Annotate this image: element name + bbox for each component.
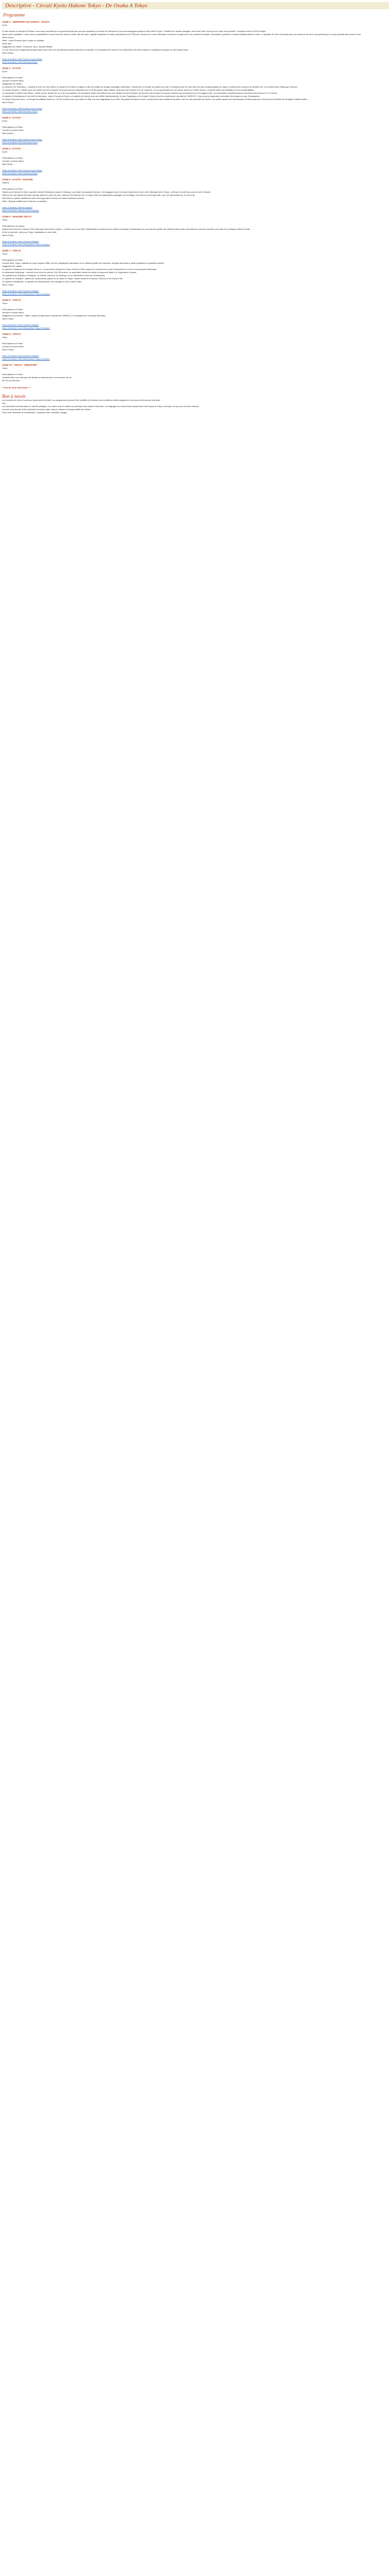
day-title: JOUR 8 : TOKYO <box>2 299 21 301</box>
day-paragraph: Le sanctuaire Meiji-jingu : entouré d'une forêt de plus de 100 000 arbres, ce sanctuaire shinto est dédié à l'empereur Meiji et à l'impératrice Shoken. <box>2 271 137 274</box>
hotel-link[interactable]: Hotel (3 étoiles): Hotel Gracery Kyoto Sanjo <box>2 169 42 172</box>
day-section <box>2 178 389 212</box>
day-paragraph: Petit-déjeuner à l'hôtel. <box>2 373 23 376</box>
hotel-link[interactable]: Hotel (3 étoiles): Hotel Gracery Shinjuku <box>2 324 39 326</box>
day-paragraph: Journée et soirée libres. <box>2 311 24 314</box>
closing-paragraph: Pour toute demande de modification, contactez votre conseiller voyage. <box>2 411 68 414</box>
day-paragraph: Départ pour Hakone en train à grande vitesse Shinkansen jusqu'à Odawara, puis train local jusqu'à Hakone. Les bagages seront envoyés séparément vers votre hébergement à Tokyo ; prévoyez un petit sac pour la nuit à Hakone. <box>2 191 211 193</box>
day-paragraph: Dîner libre. <box>2 42 12 45</box>
day-paragraph: Petit-déjeuner à l'hôtel. <box>2 188 23 190</box>
day-paragraph: Nuit à Tokyo. <box>2 234 14 236</box>
day-paragraph: Les quartiers de Shibuya et Harajuku : le célèbre carrefour de Shibuya, la rue Takeshita et l'avenue Omotesando. <box>2 274 106 277</box>
day-paragraph: Le quartier d'Arashiyama et sa forêt de bambous : situé à l'ouest de Kyoto, ce quartier est réputé pour sa célèbre bambouseraie, le pont Togetsukyo et le temple Tenryu-ji inscrit au patrimoine mondial de l'UNESCO. Vous pourrez également rencontrer les singes du parc d'Iwatayama. <box>2 95 260 97</box>
hotel-link[interactable]: Hotel (3 étoiles): Hotel Gracery Kyoto Sanjo <box>2 107 42 110</box>
day-paragraph: Le quartier de Shinjuku : gratte-ciel, observatoire gratuit de la mairie de Tokyo, ruelles animées d'Omoide Yokocho et de Golden Gai. <box>2 277 123 280</box>
day-paragraph: Le sanctuaire Fushimi Inari Taisha : dédié à Inari, divinité du riz et de la prospérité, ce sanctuaire shinto est célèbre pour ses milliers de torii vermillon qui forment des tunnels le long des chemins qui serpentent sur la montagne Inari. La promenade complète jusqu'au sommet prend environ 2 à 3 heures. <box>2 92 278 94</box>
day-paragraph: Nuit à Kyoto. <box>2 101 14 104</box>
day-section <box>2 67 389 113</box>
hotel-link[interactable]: Hotel (4 étoiles): Hotel Metropolitan Tokyo Ikebukuro <box>2 327 50 329</box>
hotel-link[interactable]: Hotel (3 étoiles): Hotel Gracery Shinjuku <box>2 240 39 243</box>
hotel-link[interactable]: Hotel (4 étoiles): Hotel Monterey Kyoto <box>2 61 38 63</box>
hotel-link[interactable]: Hotel (4 étoiles): Hotel Metropolitan Tokyo Ikebukuro <box>2 358 50 360</box>
closing-paragraph: Les transferts sont effectués en navette partagée. Les trains sont en classe économique avec places réservées. Les bagages sont acheminés séparément entre Kyoto et Tokyo, prévoyez un sac pour la nuit à Hakone. <box>2 405 200 408</box>
day-title: JOUR 2 : KYOTO <box>2 67 21 70</box>
day-paragraph: Suggestion d'excursion : Nikko, classé au patrimoine mondial de l'UNESCO, ou Kamakura et son grand Bouddha. <box>2 314 106 317</box>
day-title: JOUR 7 : TOKYO <box>2 249 21 252</box>
day-paragraph: Le soir, découvrez la gastronomie japonaise dans l'une des nombreuses petites adresses du quartier. Il est possible de réserver une expérience de dîner kaiseki en supplément auprès de votre agent local. <box>2 48 189 51</box>
day-paragraph: Petit-déjeuner à l'hôtel. <box>2 259 23 261</box>
closing-paragraph: Les prix sont donnés à titre indicatif et peuvent varier selon la saison et la disponibilité des hôtels. <box>2 408 91 411</box>
day-title: JOUR 10 : TOKYO - AÉROPORT <box>2 364 38 366</box>
day-section <box>2 364 389 382</box>
day-paragraph: Nuit à Tokyo. <box>2 283 14 286</box>
day-paragraph: Nuit à Nara. <box>2 163 13 165</box>
days-container <box>2 21 389 382</box>
hotel-link[interactable]: Hotel (3 étoiles): Hotel Gracery Shinjuku <box>2 354 39 357</box>
day-paragraph: Petit-déjeuner à l'hôtel. <box>2 342 23 345</box>
day-paragraph: Transfert libre vers l'aéroport de Narita ou Haneda selon vos horaires de vol. <box>2 376 72 379</box>
day-paragraph: Nuit à Kyoto. <box>2 36 14 39</box>
day-place: Tokyo <box>2 218 8 221</box>
hotel-link[interactable]: Hotel (4 étoiles): Hotel Monterey Kyoto <box>2 141 38 144</box>
hotel-link[interactable]: Hotel (3 étoiles): Hotel Gracery Kyoto Sanjo <box>2 58 42 60</box>
closing-container <box>2 399 389 414</box>
day-title: JOUR 3 : KYOTO <box>2 116 21 119</box>
day-section <box>2 249 389 296</box>
day-title: JOUR 6 : HAKONE TOKYO <box>2 215 31 218</box>
day-paragraph: Nuit à Kyoto. <box>2 132 14 134</box>
day-paragraph: Nuit à Tokyo. <box>2 317 14 320</box>
day-paragraph: Nuit à Kyoto. <box>2 52 14 54</box>
day-paragraph: Petit-déjeuner au ryokan. <box>2 225 25 227</box>
day-paragraph: Journée et soirée libres. <box>2 345 24 348</box>
day-section <box>2 333 389 361</box>
day-title: JOUR 4 : KYOTO <box>2 147 21 150</box>
day-paragraph: Journée et soirée libres. <box>2 79 24 82</box>
day-place: Tokyo <box>2 252 8 255</box>
day-paragraph: Journée et soirée libres. <box>2 129 24 131</box>
closing-paragraph: Info <box>2 402 6 404</box>
day-paragraph: Petit-déjeuner à l'hôtel. <box>2 308 23 311</box>
day-place: Kyoto <box>2 150 8 153</box>
closing-paragraph: Les horaires de vols ne sont pas inclus dans le forfait. Les programmes peuvent être modifiés en fonction des conditions météorologiques et des jours de fermeture des sites. <box>2 399 161 401</box>
day-title: JOUR 5 : KYOTO - HAKONE <box>2 178 33 181</box>
day-paragraph: Fin de nos services. <box>2 379 21 382</box>
day-title: JOUR 1 : AÉROPORT DU KANSAI - OSAKA <box>2 21 50 23</box>
day-place: Kyoto <box>2 24 8 26</box>
day-paragraph: Suggestion de visites : <box>2 265 23 267</box>
programme-title: Programme <box>3 12 25 18</box>
page-banner <box>2 2 389 9</box>
day-paragraph: Suggestion de visites : Pontocho, Gion, marché Nishiki. <box>2 45 53 48</box>
day-paragraph: Le pavillon d'Or Kinkaku-ji : construit à la fin du XIVe siècle, le pavillon d'Or était à l'origine la villa de retraite du shogun Ashikaga Yoshimitsu. Transformé en temple zen après sa mort, il est aujourd'hui l'un des sites les plus emblématiques du Japon, entièrement recouvert de feuilles d'or, il se reflète dans l'étang qui l'entoure. <box>2 86 298 88</box>
day-place: Tokyo <box>2 367 8 369</box>
day-paragraph: Petit-déjeuner à l'hôtel. <box>2 157 23 159</box>
day-section <box>2 147 389 175</box>
end-of-services: ***FIN DE NOS SERVICES *** <box>2 386 30 389</box>
day-paragraph: Petit-déjeuner à l'hôtel. <box>2 126 23 128</box>
day-place: Hakone <box>2 181 9 184</box>
day-paragraph: Le quartier d'Asakusa et le temple Senso-ji : le plus ancien temple de Tokyo, fondé en 628, auquel on accède par la porte Kaminarimon et la rue commerçante Nakamise. <box>2 268 157 270</box>
hotel-link[interactable]: Hotel (4 étoiles): Hotel Monterey Kyoto <box>2 110 38 113</box>
hotel-link[interactable]: Hotel (4 étoiles): Hotel Metropolitan Tokyo Ikebukuro <box>2 293 50 295</box>
day-paragraph: Le temple Ryoan-ji : célèbre pour son jardin sec zen composé de quinze pierres disposées sur un lit de gravier blanc ratissé. Quel que soit l'endroit d'où on l'observe, on ne peut jamais voir les quinze pierres en même temps. Ce jardin invite à la méditation et à la contemplation. <box>2 89 255 91</box>
day-section <box>2 215 389 246</box>
day-paragraph: Départ seul à bord du Hakone Free Pass pour découvrir la région : croisière sur le lac Ashi, téléphérique au-dessus de la vallée volcanique d'Owakudani où vous pourrez goûter les célèbres œufs noirs cuits dans les sources chaudes, puis train de montagne Hakone Tozan. <box>2 228 251 230</box>
day-section <box>2 116 389 144</box>
hotel-link[interactable]: Hotel (3 étoiles): Hotel Gracery Kyoto Sanjo <box>2 138 42 141</box>
day-paragraph: Le quartier d'Akihabara : le paradis de l'électronique, des mangas et de la culture otaku. <box>2 280 83 283</box>
day-place: Kyoto <box>2 120 8 122</box>
day-paragraph: Suggestion de visites : <box>2 82 23 85</box>
closing-title: Bon à savoir <box>2 394 26 399</box>
day-title: JOUR 9 : TOKYO <box>2 333 21 335</box>
day-place: Tokyo <box>2 336 8 338</box>
hotel-link[interactable]: Hotel (3 étoiles): Hakone Ryokan <box>2 206 32 209</box>
day-paragraph: Hakone est une station thermale réputée située au cœur du parc national Fuji-Hakone-Izu. La région offre de magnifiques paysages de montagne, des lacs et, par temps clair, une vue imprenable sur le mont Fuji. <box>2 194 196 196</box>
day-section <box>2 21 389 64</box>
day-paragraph: Journée libre. Tokyo, capitale du Japon depuis 1868, est une mégalopole fascinante où se côtoient gratte-ciel futuristes, temples ancestraux, jardins paisibles et quartiers animés. <box>2 262 165 264</box>
hotel-link[interactable]: Hotel (3 étoiles): Hotel Gracery Shinjuku <box>2 290 39 292</box>
day-paragraph: Nuit à Tokyo. <box>2 348 14 351</box>
day-place: Tokyo <box>2 302 8 304</box>
day-section <box>2 299 389 330</box>
hotel-link[interactable]: Hotel (4 étoiles): Hotel Monterey Kyoto <box>2 172 38 175</box>
hotel-link[interactable]: Hotel (4 étoiles): Hakone Onsen Ryokan <box>2 209 39 212</box>
day-paragraph: Après votre installation, vous aurez la possibilité de vous promener dans la vieille ville de Kyoto, capitale impériale du Japon pendant plus de 1000 ans. Kyoto est le cœur historique et culturel du pays avec ses nombreux temples, sanctuaires, jardins et maisons traditionnelles en bois. Le quartier de Gion est réputé pour ses maisons de thé et ses geishas que l'on peut parfois apercevoir le soir. <box>2 33 362 36</box>
day-paragraph: Journée et soirée libres. <box>2 160 24 162</box>
banner-title: Descriptive - Circuit Kyoto Hakone Tokyo - De Osaka A Tokyo <box>5 3 148 9</box>
hotel-link[interactable]: Hotel (4 étoiles): Hotel Metropolitan Tokyo Ikebukuro <box>2 243 50 246</box>
day-paragraph: À votre arrivée à l'aéroport d'Osaka, vous serez accueilli par un guide francophone qui vous assistera à la sortie de l'aéroport et vous accompagnera jusqu'à votre hôtel à Kyoto. Transfert en navette partagée vers votre hôtel. Libre pour le reste de la journée. Comptez environ 1h30 de trajet. <box>2 30 266 32</box>
day-paragraph: Nuit dans un ryokan traditionnel avec dîner japonais et accès aux bains thermaux (onsen). <box>2 197 85 199</box>
day-place: Kyoto <box>2 70 8 73</box>
day-paragraph: Le temple Kiyomizu-dera : ce temple bouddhiste fondé en 778 est construit sur une colline et offre une vue magnifique sur la ville. Sa grande terrasse en bois, soutenue par des centaines de piliers, est l'un des symboles de Kyoto. Les ruelles pavées de Sannenzaka et Ninenzaka qui y mènent sont bordées de boutiques traditionnelles. <box>2 98 308 100</box>
day-paragraph: Hôtel : Hotel Gracery Kyoto Sanjo ou similaire <box>2 39 44 42</box>
day-paragraph: En fin de journée, train pour Tokyo. Installation à votre hôtel. <box>2 231 57 233</box>
day-paragraph: Hôtel : Ryokan traditionnel à Hakone ou similaire. <box>2 200 47 202</box>
day-paragraph: Petit-déjeuner à l'hôtel. <box>2 76 23 79</box>
